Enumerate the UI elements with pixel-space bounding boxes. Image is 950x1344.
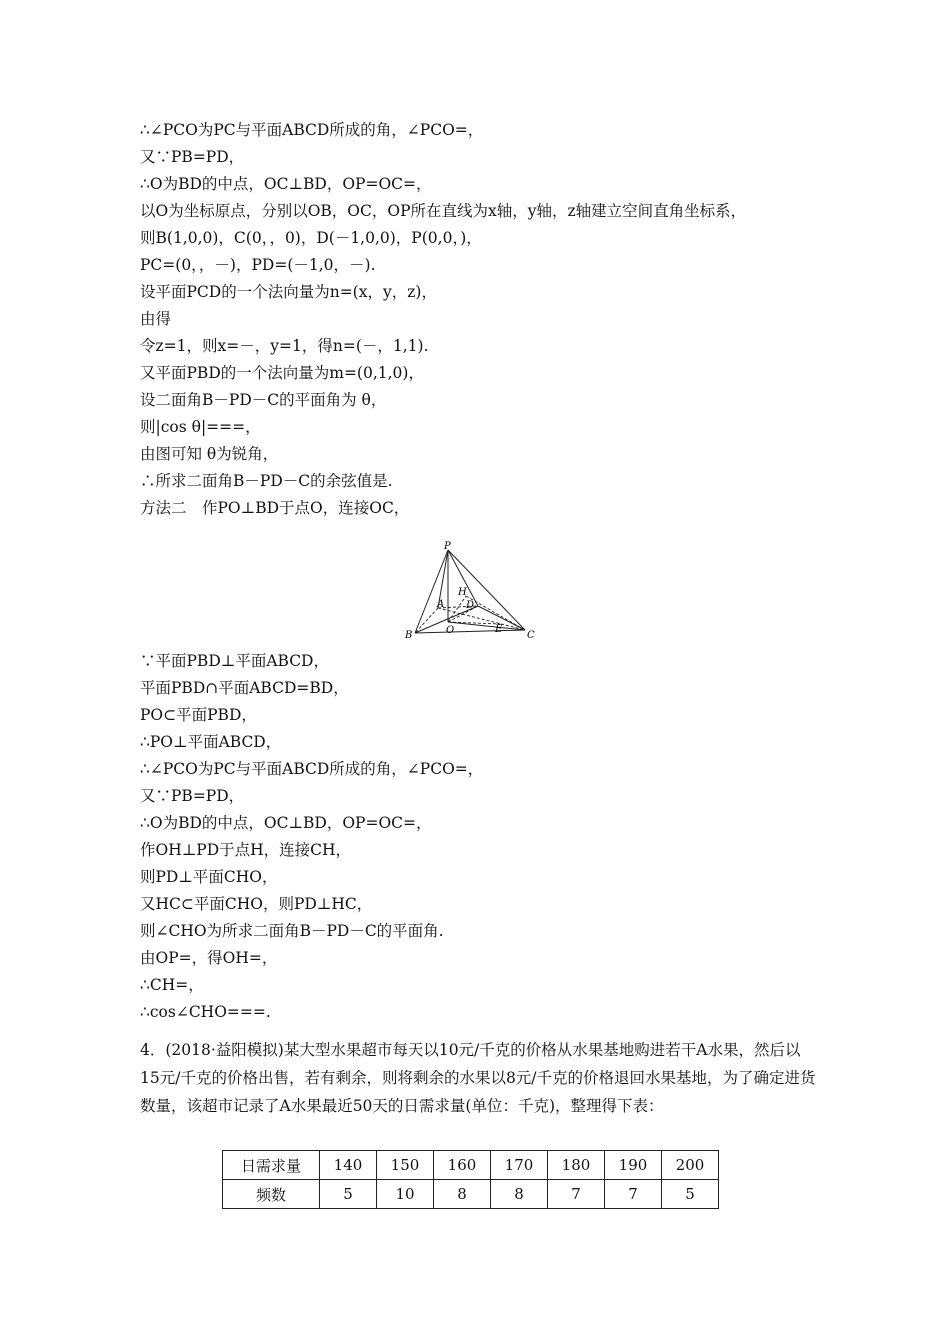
text-line: ∴CH=，	[140, 976, 204, 994]
text-line: 方法二 作PO⊥BD于点O，连接OC，	[140, 499, 410, 517]
table-cell: 5	[320, 1180, 377, 1209]
table-cell: 8	[491, 1180, 548, 1209]
table-header-cell: 日需求量	[223, 1151, 320, 1180]
label-c: C	[527, 630, 535, 641]
text-line: 由得	[140, 310, 172, 328]
text-line: PO⊂平面PBD，	[140, 706, 257, 724]
text-line: 令z=1，则x=－，y=1，得n=(－，1,1).	[140, 337, 429, 355]
pyramid-figure	[400, 540, 550, 645]
text-line: 由OP=，得OH=，	[140, 949, 278, 967]
table-header-cell: 频数	[223, 1180, 320, 1209]
label-p: P	[444, 541, 451, 552]
text-line: 又∵PB=PD，	[140, 787, 245, 805]
problem-4-text: 4．(2018·益阳模拟)某大型水果超市每天以10元/千克的价格从水果基地购进若干A水果，然后以15元/千克的价格出售，若有剩余，则将剩余的水果以8元/千克的价格退回水果基地，为了确定进货数量，该超市记录了A水果最近50天的日需求量(单位：千克)，整理得下表：	[140, 1041, 816, 1115]
table-cell: 8	[434, 1180, 491, 1209]
text-line: 设平面PCD的一个法向量为n=(x，y，z)，	[140, 283, 437, 301]
label-h: H	[458, 587, 467, 598]
text-line: ∴所求二面角B－PD－C的余弦值是.	[140, 472, 393, 490]
table-cell: 5	[662, 1180, 719, 1209]
table-cell: 7	[605, 1180, 662, 1209]
text-line: 则B(1,0,0)，C(0，，0)，D(－1,0,0)，P(0,0，)，	[140, 229, 482, 247]
table-cell: 160	[434, 1151, 491, 1180]
table-row	[223, 1151, 719, 1180]
table-cell: 140	[320, 1151, 377, 1180]
text-line: 又平面PBD的一个法向量为m=(0,1,0)，	[140, 364, 424, 382]
table-row	[223, 1180, 719, 1209]
text-line: ∵平面PBD⊥平面ABCD，	[140, 652, 329, 670]
text-line: 则|cos θ|===，	[140, 418, 261, 436]
text-line: ∴cos∠CHO===.	[140, 1003, 271, 1021]
text-line: 则∠CHO为所求二面角B－PD－C的平面角.	[140, 922, 444, 940]
text-line: 平面PBD∩平面ABCD=BD，	[140, 679, 349, 697]
text-line: 设二面角B－PD－C的平面角为 θ，	[140, 391, 387, 409]
table-cell: 170	[491, 1151, 548, 1180]
table-cell: 7	[548, 1180, 605, 1209]
label-d: D	[466, 600, 475, 611]
label-a: A	[437, 599, 445, 610]
label-b: B	[405, 630, 413, 641]
label-o: O	[446, 625, 455, 636]
text-line: PC=(0，，－)，PD=(－1,0，－).	[140, 256, 376, 274]
text-line: 作OH⊥PD于点H，连接CH，	[140, 841, 352, 859]
text-line: ∴O为BD的中点，OC⊥BD，OP=OC=，	[140, 175, 432, 193]
demand-frequency-table	[222, 1150, 719, 1209]
text-line: 又∵PB=PD，	[140, 148, 245, 166]
text-line: ∴∠PCO为PC与平面ABCD所成的角，∠PCO=，	[140, 121, 484, 139]
text-line: ∴PO⊥平面ABCD，	[140, 733, 282, 751]
table-cell: 200	[662, 1151, 719, 1180]
label-e: E	[495, 624, 503, 635]
table-cell: 180	[548, 1151, 605, 1180]
text-line: ∴∠PCO为PC与平面ABCD所成的角，∠PCO=，	[140, 760, 484, 778]
text-line: 由图可知 θ为锐角，	[140, 445, 279, 463]
text-line: 又HC⊂平面CHO，则PD⊥HC，	[140, 895, 373, 913]
table-cell: 10	[377, 1180, 434, 1209]
text-line: 以O为坐标原点，分别以OB，OC，OP所在直线为x轴，y轴，z轴建立空间直角坐标系，	[140, 202, 747, 220]
text-line: 则PD⊥平面CHO，	[140, 868, 278, 886]
text-line: ∴O为BD的中点，OC⊥BD，OP=OC=，	[140, 814, 432, 832]
table-cell: 150	[377, 1151, 434, 1180]
table-cell: 190	[605, 1151, 662, 1180]
